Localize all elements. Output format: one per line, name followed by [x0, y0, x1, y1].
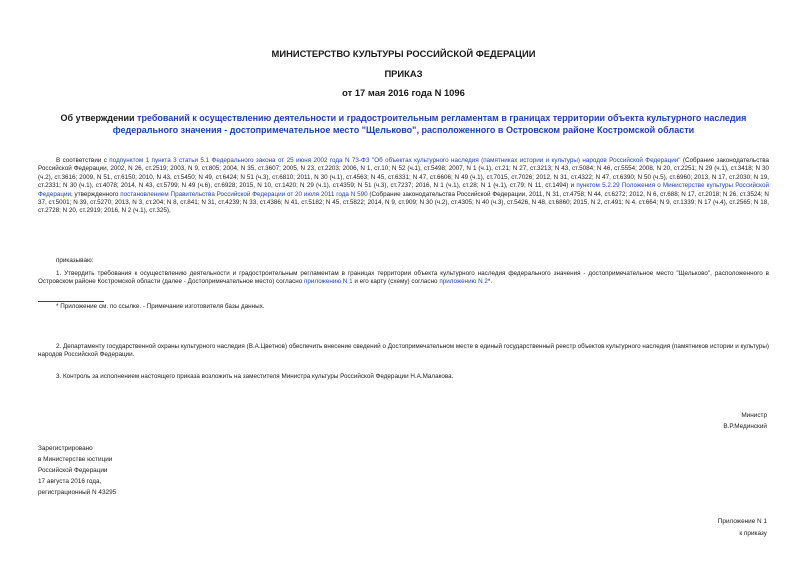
- order-item-3: 3. Контроль за исполнением настоящего приказа возложить на заместителя Министра культуры Российской Федерации Н.А.Малакова.: [56, 373, 454, 380]
- decree-link[interactable]: постановлением Правительства Российской Федерации от 20 июля 2011 года N 590: [120, 190, 368, 198]
- signature-title: Министр: [741, 412, 767, 419]
- order-subject: [60, 112, 747, 136]
- order-item-1: [38, 270, 769, 287]
- registration-line: 17 августа 2016 года,: [38, 478, 102, 485]
- registration-line: регистрационный N 43295: [38, 489, 117, 496]
- ministry-title: МИНИСТЕРСТВО КУЛЬТУРЫ РОССИЙСКОЙ ФЕДЕРАЦИИ: [271, 48, 536, 59]
- order-word: приказываю:: [56, 257, 94, 264]
- law-link[interactable]: подпунктом 1 пункта 3 статьи 5.1 Федерального закона от 25 июня 2002 года N 73-ФЗ "Об объектах культурного наследия (памятниках истории и культуры) народов Российской Федерации": [109, 157, 681, 164]
- doc-type: ПРИКАЗ: [384, 68, 423, 79]
- preamble-text: В соответствии с: [56, 157, 110, 164]
- item-text: и его карту (схему) согласно: [352, 278, 440, 286]
- appendix-2-link[interactable]: приложению N 2: [439, 278, 488, 286]
- subject-link[interactable]: требований к осуществлению деятельности и градостроительным регламентам в границах территории объекта культурного наследия федерального значения - достопримечательное место "Щельково", расположенного в Островском районе Костромской области: [112, 113, 747, 135]
- registration-line: Российской Федерации: [38, 467, 108, 474]
- order-date-number: от 17 мая 2016 года N 1096: [342, 87, 465, 98]
- item-text: 1. Утвердить требования к осуществлению деятельности и градостроительным регламентам в границах территории объекта культурного наследия федерального значения - достопримечательное место "Щельково", расположенного в Островском районе Костромской области (далее - Достопримечательное место) согласно: [38, 270, 769, 286]
- regulation-link[interactable]: пунктом 5.2.29 Положения о Министерстве культуры Российской Федерации: [38, 182, 769, 198]
- subject-prefix: Об утверждении: [60, 113, 138, 123]
- preamble-text: , утвержденного: [70, 190, 121, 198]
- item-text: *.: [487, 278, 493, 286]
- signature-name: В.Р.Мединский: [723, 423, 767, 430]
- appendix-heading: Приложение N 1: [717, 518, 767, 525]
- preamble-text: (Собрание законодательства Российской Федерации, 2011, N 31, ст.4758; N 44, ст.6272; 2012, N 6, ст.688; N 17, ст.2018; N 26, ст.3524; N 37, ст.5001; N 39, ст.5270; 2013, N 3, ст.204; N 8, ст.841; N 31, ст.4239; N 33, ст.4386; N 41, ст.5182; N 45, ст.5822; 2014, N 9, ст.909; N 30 (ч.2), ст.4305; N 40 (ч.3), ст.5426, N 48, ст.6860; 2015, N 2, ст.491; N 4, ст.664; N 9, ст.1339; N 17 (ч.4), ст.2565; N 18, ст.2728; N 20, ст.2919; 2016, N 2 (ч.1), ст.325),: [38, 190, 769, 215]
- registration-line: Зарегистрировано: [38, 445, 93, 452]
- order-item-2: 2. Департаменту государственной охраны культурного наследия (В.А.Цветнов) обеспечить внесение сведений о Достопримечательном месте в единый государственный реестр объектов культурного наследия (памятников истории и культуры) народов Российской Федерации.: [38, 343, 769, 359]
- footnote-separator: [38, 301, 104, 302]
- appendix-subheading: к приказу: [739, 530, 767, 537]
- appendix-1-link[interactable]: приложению N 1: [304, 278, 353, 286]
- footnote: * Приложение см. по ссылке. - Примечание изготовителя базы данных.: [56, 303, 265, 310]
- preamble-text: (Собрание законодательства Российской Федерации, 2002, N 26, ст.2519; 2003, N 9, ст.805; 2004, N 35, ст.3607; 2005, N 23, ст.2203; 2006, N 1, ст.10; N 52 (ч.1), ст.5498; 2007, N 1 (ч.1), ст.21; N 27, ст.3213; N 43, ст.5084; N 46, ст.5554; 2008, N 20, ст.2251; N 29 (ч.1), ст.3418; N 30 (ч.2), ст.3616; 2009, N 51, ст.6150; 2010, N 43, ст.5450; N 49, ст.6424; N 51 (ч.3), ст.6810; 2011, N 30 (ч.1), ст.4563; N 45, ст.6331; N 47, ст.6606; N 49 (ч.1), ст.7015, ст.7026; 2012, N 31, ст.4322; N 47, ст.6390; N 50 (ч.5), ст.6960; 2013, N 17, ст.2030; N 19, ст.2331; N 30 (ч.1), ст.4078; 2014, N 43, ст.5799; N 49 (ч.6), ст.6928; 2015, N 10, ст.1420; N 29 (ч.1), ст.4359; N 51 (ч.3), ст.7237; 2016, N 1 (ч.1), ст.28; N 1 (ч.1), ст.79; N 11, ст.1494) и: [38, 157, 770, 190]
- registration-line: в Министерстве юстиции: [38, 456, 113, 463]
- preamble-paragraph: [38, 157, 769, 216]
